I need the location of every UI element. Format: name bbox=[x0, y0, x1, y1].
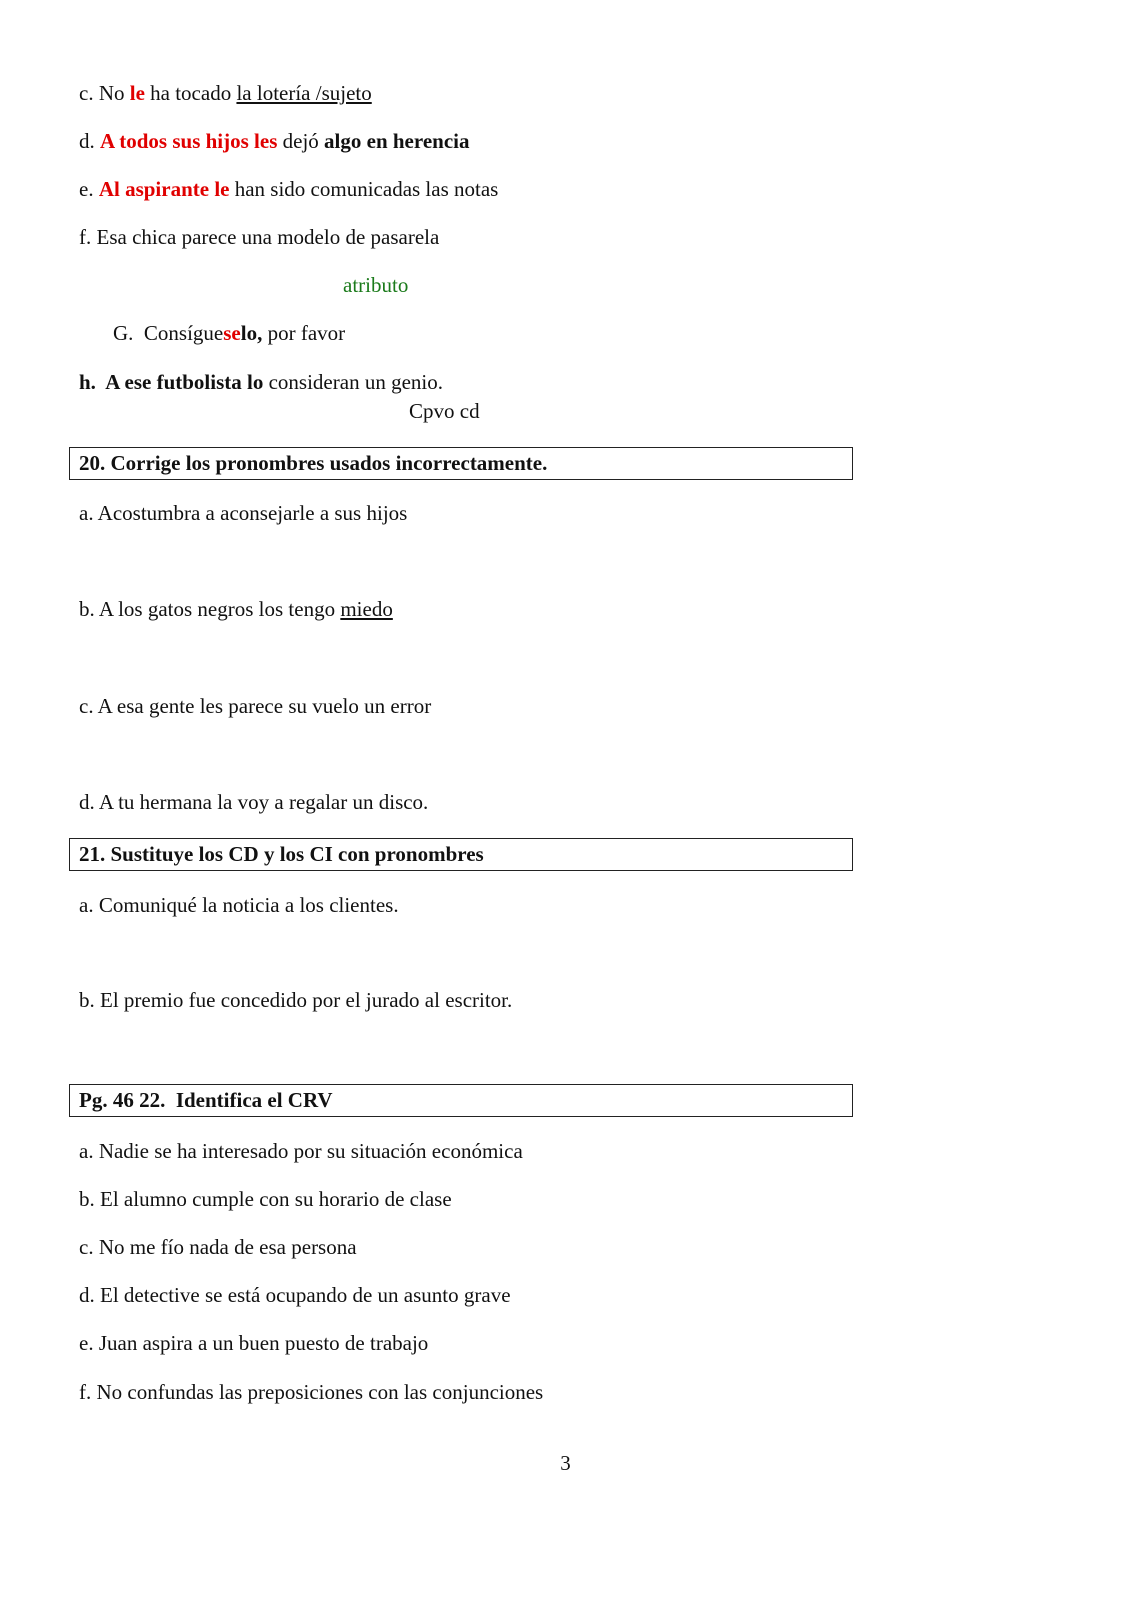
exercise-20-title: 20. Corrige los pronombres usados incorrectamente. bbox=[69, 447, 853, 480]
sentence-19f: f. Esa chica parece una modelo de pasarela bbox=[79, 225, 440, 249]
text: consideran un genio. bbox=[263, 370, 443, 394]
bold-text: lo, bbox=[240, 321, 263, 345]
list-item: a. Acostumbra a aconsejarle a sus hijos bbox=[79, 501, 408, 525]
sentence-19h bbox=[79, 370, 443, 394]
underlined-subject: la lotería /sujeto bbox=[236, 81, 372, 105]
text: e. bbox=[79, 177, 99, 201]
text: b. A los gatos negros los tengo bbox=[79, 597, 341, 621]
text: G. Consígue bbox=[113, 321, 224, 345]
underlined-word: miedo bbox=[340, 597, 393, 621]
text: ha tocado bbox=[144, 81, 237, 105]
sentence-19g bbox=[113, 321, 345, 345]
sentence-19e bbox=[79, 177, 498, 201]
list-item bbox=[79, 597, 393, 621]
list-item: c. A esa gente les parece su vuelo un error bbox=[79, 694, 432, 718]
highlight: se bbox=[223, 321, 241, 345]
page-number: 3 bbox=[560, 1451, 571, 1475]
text: por favor bbox=[262, 321, 346, 345]
exercise-21-title: 21. Sustituye los CD y los CI con pronombres bbox=[69, 838, 853, 871]
highlight: Al aspirante le bbox=[98, 177, 230, 201]
list-item: a. Nadie se ha interesado por su situación económica bbox=[79, 1139, 523, 1163]
text: dejó bbox=[277, 129, 325, 153]
sentence-19d bbox=[79, 129, 469, 153]
bold-text: algo en herencia bbox=[324, 129, 470, 153]
list-item: c. No me fío nada de esa persona bbox=[79, 1235, 357, 1259]
list-item: d. El detective se está ocupando de un asunto grave bbox=[79, 1283, 511, 1307]
bold-text: h. A ese futbolista lo bbox=[79, 370, 264, 394]
exercise-22-title: Pg. 46 22. Identifica el CRV bbox=[69, 1084, 853, 1117]
list-item: a. Comuniqué la noticia a los clientes. bbox=[79, 893, 399, 917]
text: c. No bbox=[79, 81, 130, 105]
list-item: f. No confundas las preposiciones con las conjunciones bbox=[79, 1380, 544, 1404]
annotation-atributo: atributo bbox=[343, 273, 409, 297]
text: d. bbox=[79, 129, 100, 153]
list-item: e. Juan aspira a un buen puesto de trabajo bbox=[79, 1331, 429, 1355]
annotation-cpvo: Cpvo cd bbox=[409, 399, 480, 423]
highlight: le bbox=[129, 81, 145, 105]
sentence-19c bbox=[79, 81, 372, 105]
list-item: b. El premio fue concedido por el jurado al escritor. bbox=[79, 988, 513, 1012]
highlight: A todos sus hijos les bbox=[100, 129, 278, 153]
list-item: b. El alumno cumple con su horario de clase bbox=[79, 1187, 452, 1211]
list-item: d. A tu hermana la voy a regalar un disco. bbox=[79, 790, 429, 814]
text: han sido comunicadas las notas bbox=[229, 177, 499, 201]
